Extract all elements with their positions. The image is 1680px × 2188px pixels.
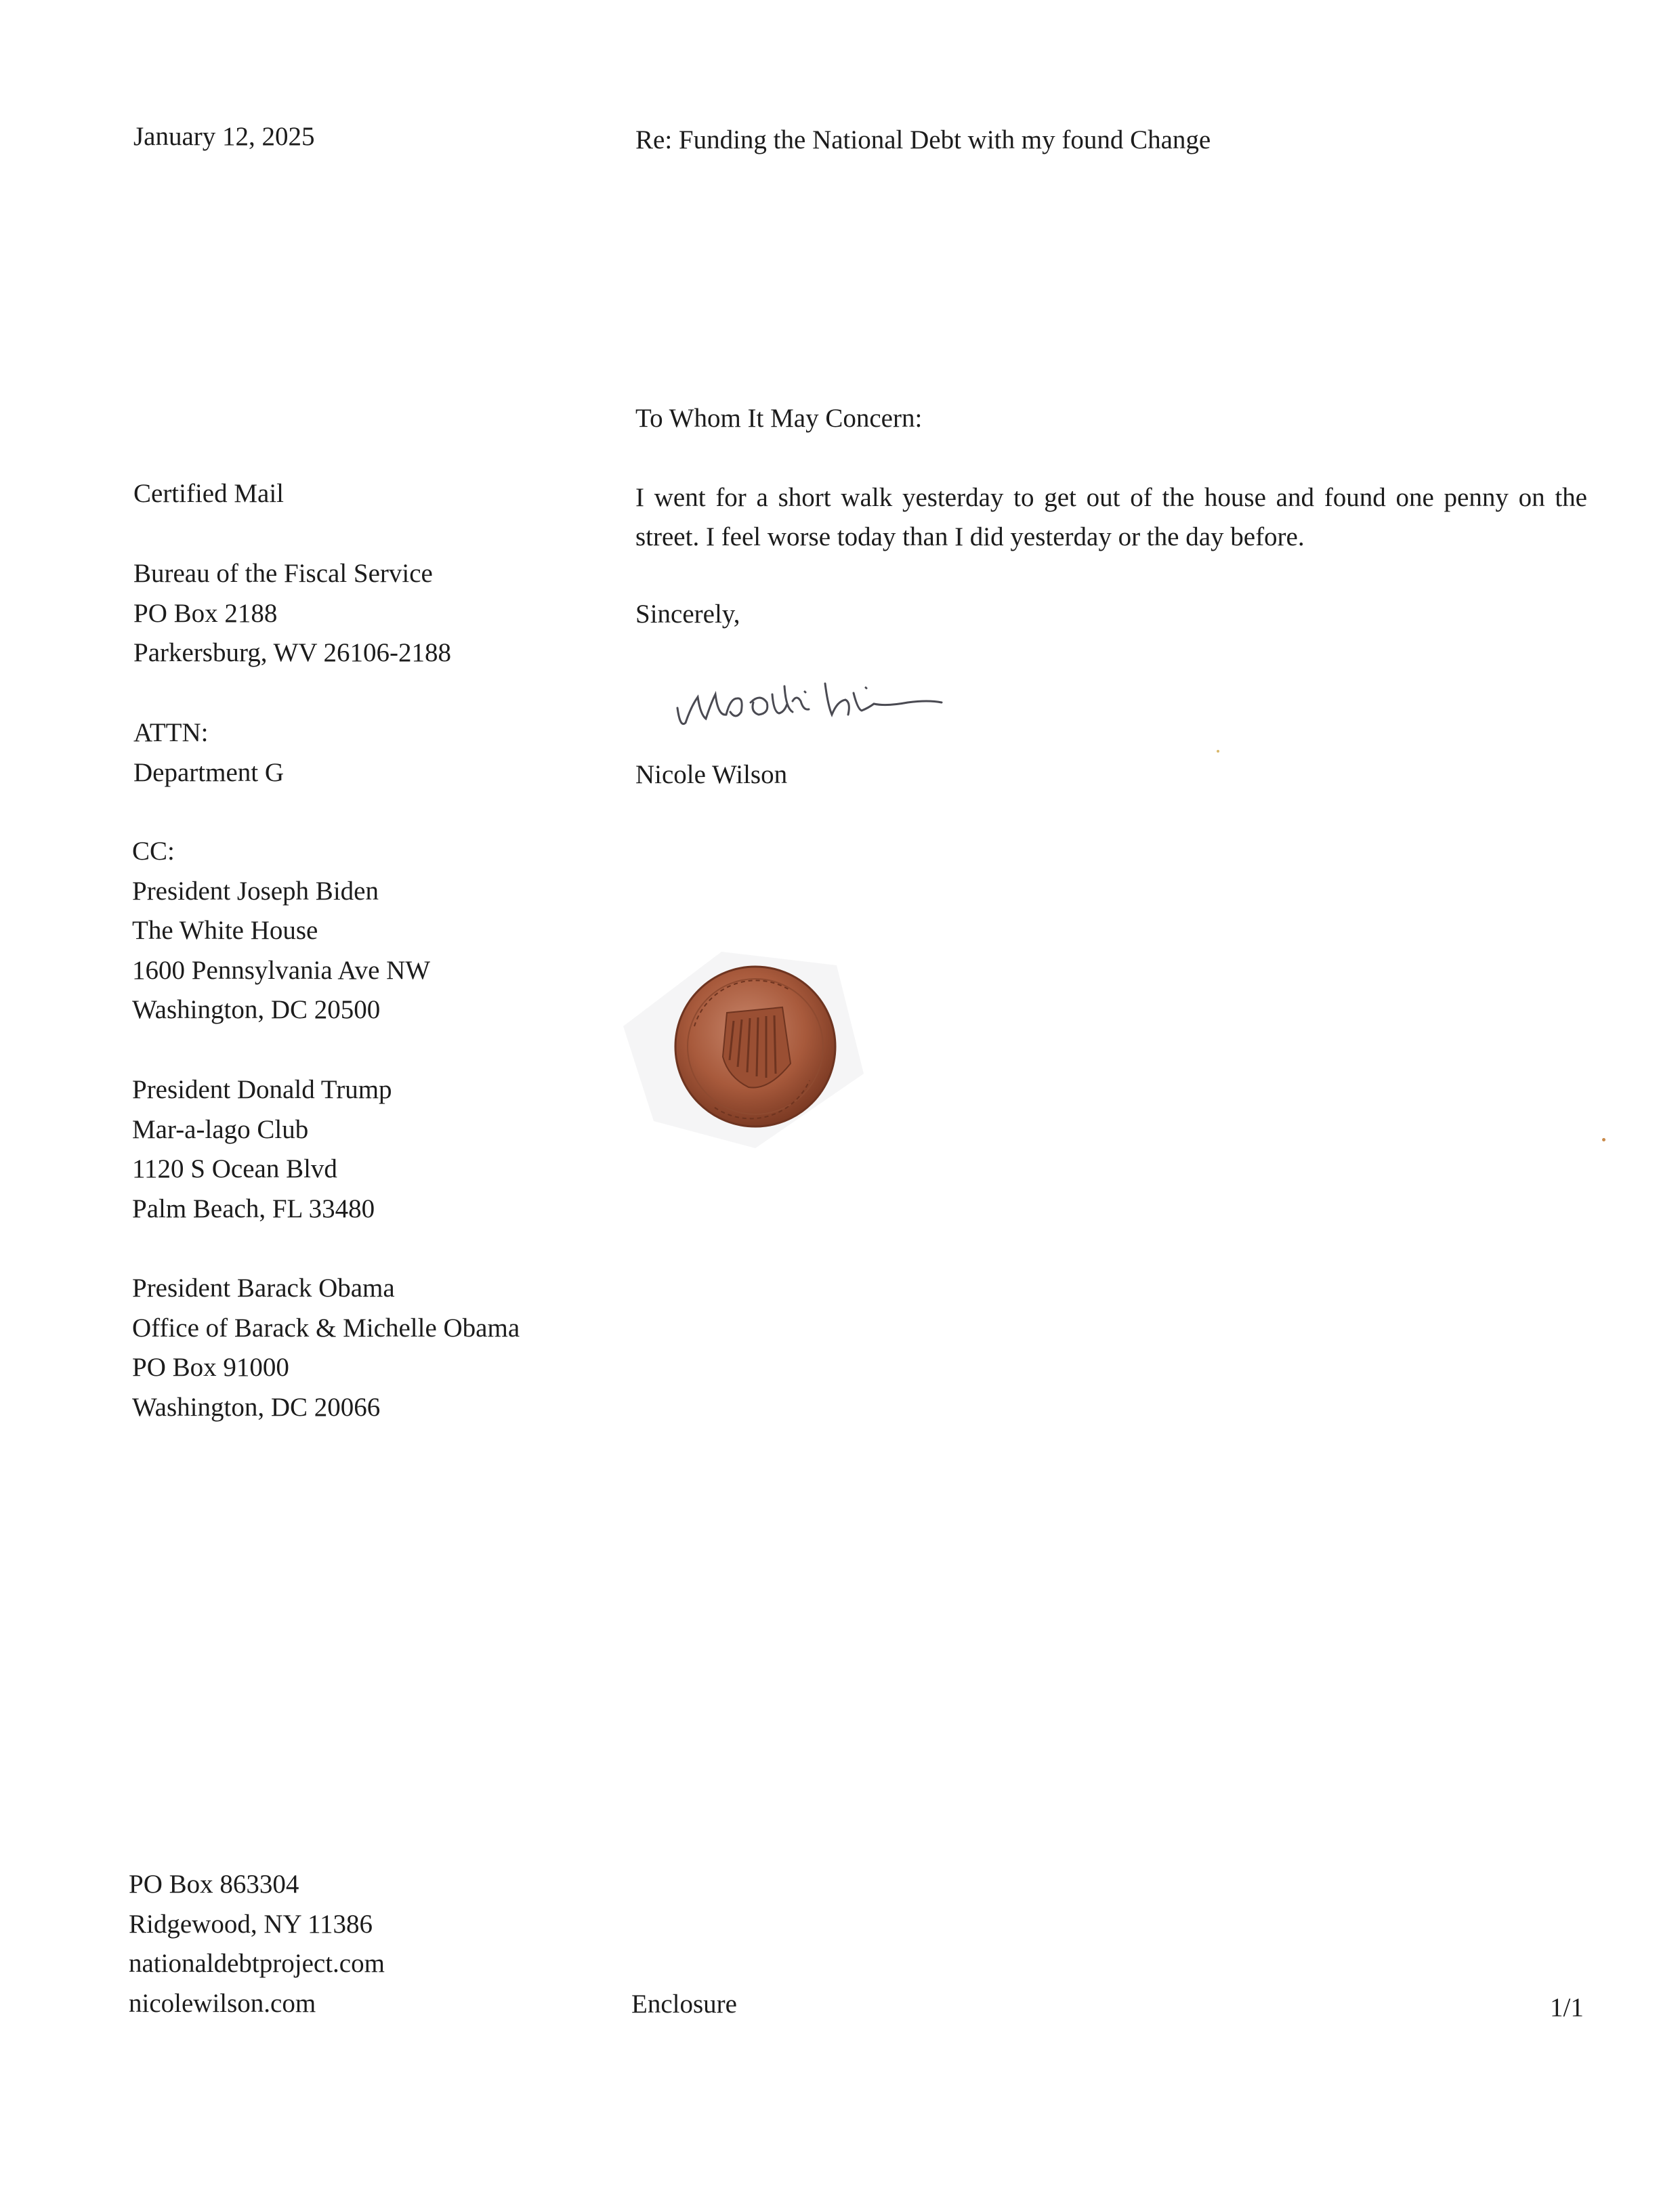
attention-block: [133, 713, 284, 793]
letter-body: I went for a short walk yesterday to get out of the house and found one penny on the street. I feel worse today than I did yesterday or the day before.: [635, 483, 1587, 551]
main-recipient-address: [133, 554, 451, 673]
cc-address-line: Washington, DC 20066: [132, 1392, 381, 1422]
cc-recipient-3: [132, 1269, 520, 1427]
sender-address-line: nationaldebtproject.com: [129, 1949, 385, 1978]
cc-address-line: President Barack Obama: [132, 1274, 395, 1303]
paper-speck: [1217, 750, 1219, 753]
cc-address-line: 1120 S Ocean Blvd: [132, 1154, 337, 1183]
sender-address: [129, 1865, 385, 2023]
delivery-method: Certified Mail: [133, 479, 285, 508]
sender-address-line: PO Box 863304: [129, 1870, 299, 1899]
cc-block: [132, 832, 430, 1030]
sender-address-line: Ridgewood, NY 11386: [129, 1909, 373, 1939]
sender-address-line: nicolewilson.com: [129, 1988, 316, 2018]
address-line: Bureau of the Fiscal Service: [133, 559, 433, 588]
cc-address-line: President Joseph Biden: [132, 876, 379, 906]
enclosed-penny: [613, 945, 870, 1155]
cc-address-line: Washington, DC 20500: [132, 995, 381, 1024]
enclosure-label: Enclosure: [631, 1990, 737, 2019]
handwritten-signature: [671, 667, 1023, 742]
paper-speck: [1602, 1138, 1605, 1141]
cc-address-line: Mar-a-lago Club: [132, 1114, 309, 1144]
attn-label: ATTN:: [133, 718, 209, 747]
cc-recipient-2: [132, 1070, 392, 1229]
signer-name: Nicole Wilson: [635, 760, 788, 789]
cc-address-line: 1600 Pennsylvania Ave NW: [132, 955, 431, 985]
closing: Sincerely,: [635, 599, 740, 629]
letter-subject: Re: Funding the National Debt with my found Change: [635, 125, 1211, 154]
letter-date: January 12, 2025: [133, 122, 315, 151]
cc-address-line: Office of Barack & Michelle Obama: [132, 1313, 520, 1343]
cc-address-line: President Donald Trump: [132, 1075, 392, 1104]
attn-value: Department G: [133, 757, 285, 787]
cc-label: CC:: [132, 837, 175, 866]
cc-address-line: PO Box 91000: [132, 1353, 289, 1382]
salutation: To Whom It May Concern:: [635, 404, 923, 433]
page-number: 1/1: [1550, 1993, 1584, 2022]
cc-address-line: The White House: [132, 916, 318, 945]
cc-address-line: Palm Beach, FL 33480: [132, 1194, 375, 1223]
penny-icon: [613, 945, 870, 1155]
address-line: Parkersburg, WV 26106-2188: [133, 638, 452, 667]
address-line: PO Box 2188: [133, 598, 278, 628]
